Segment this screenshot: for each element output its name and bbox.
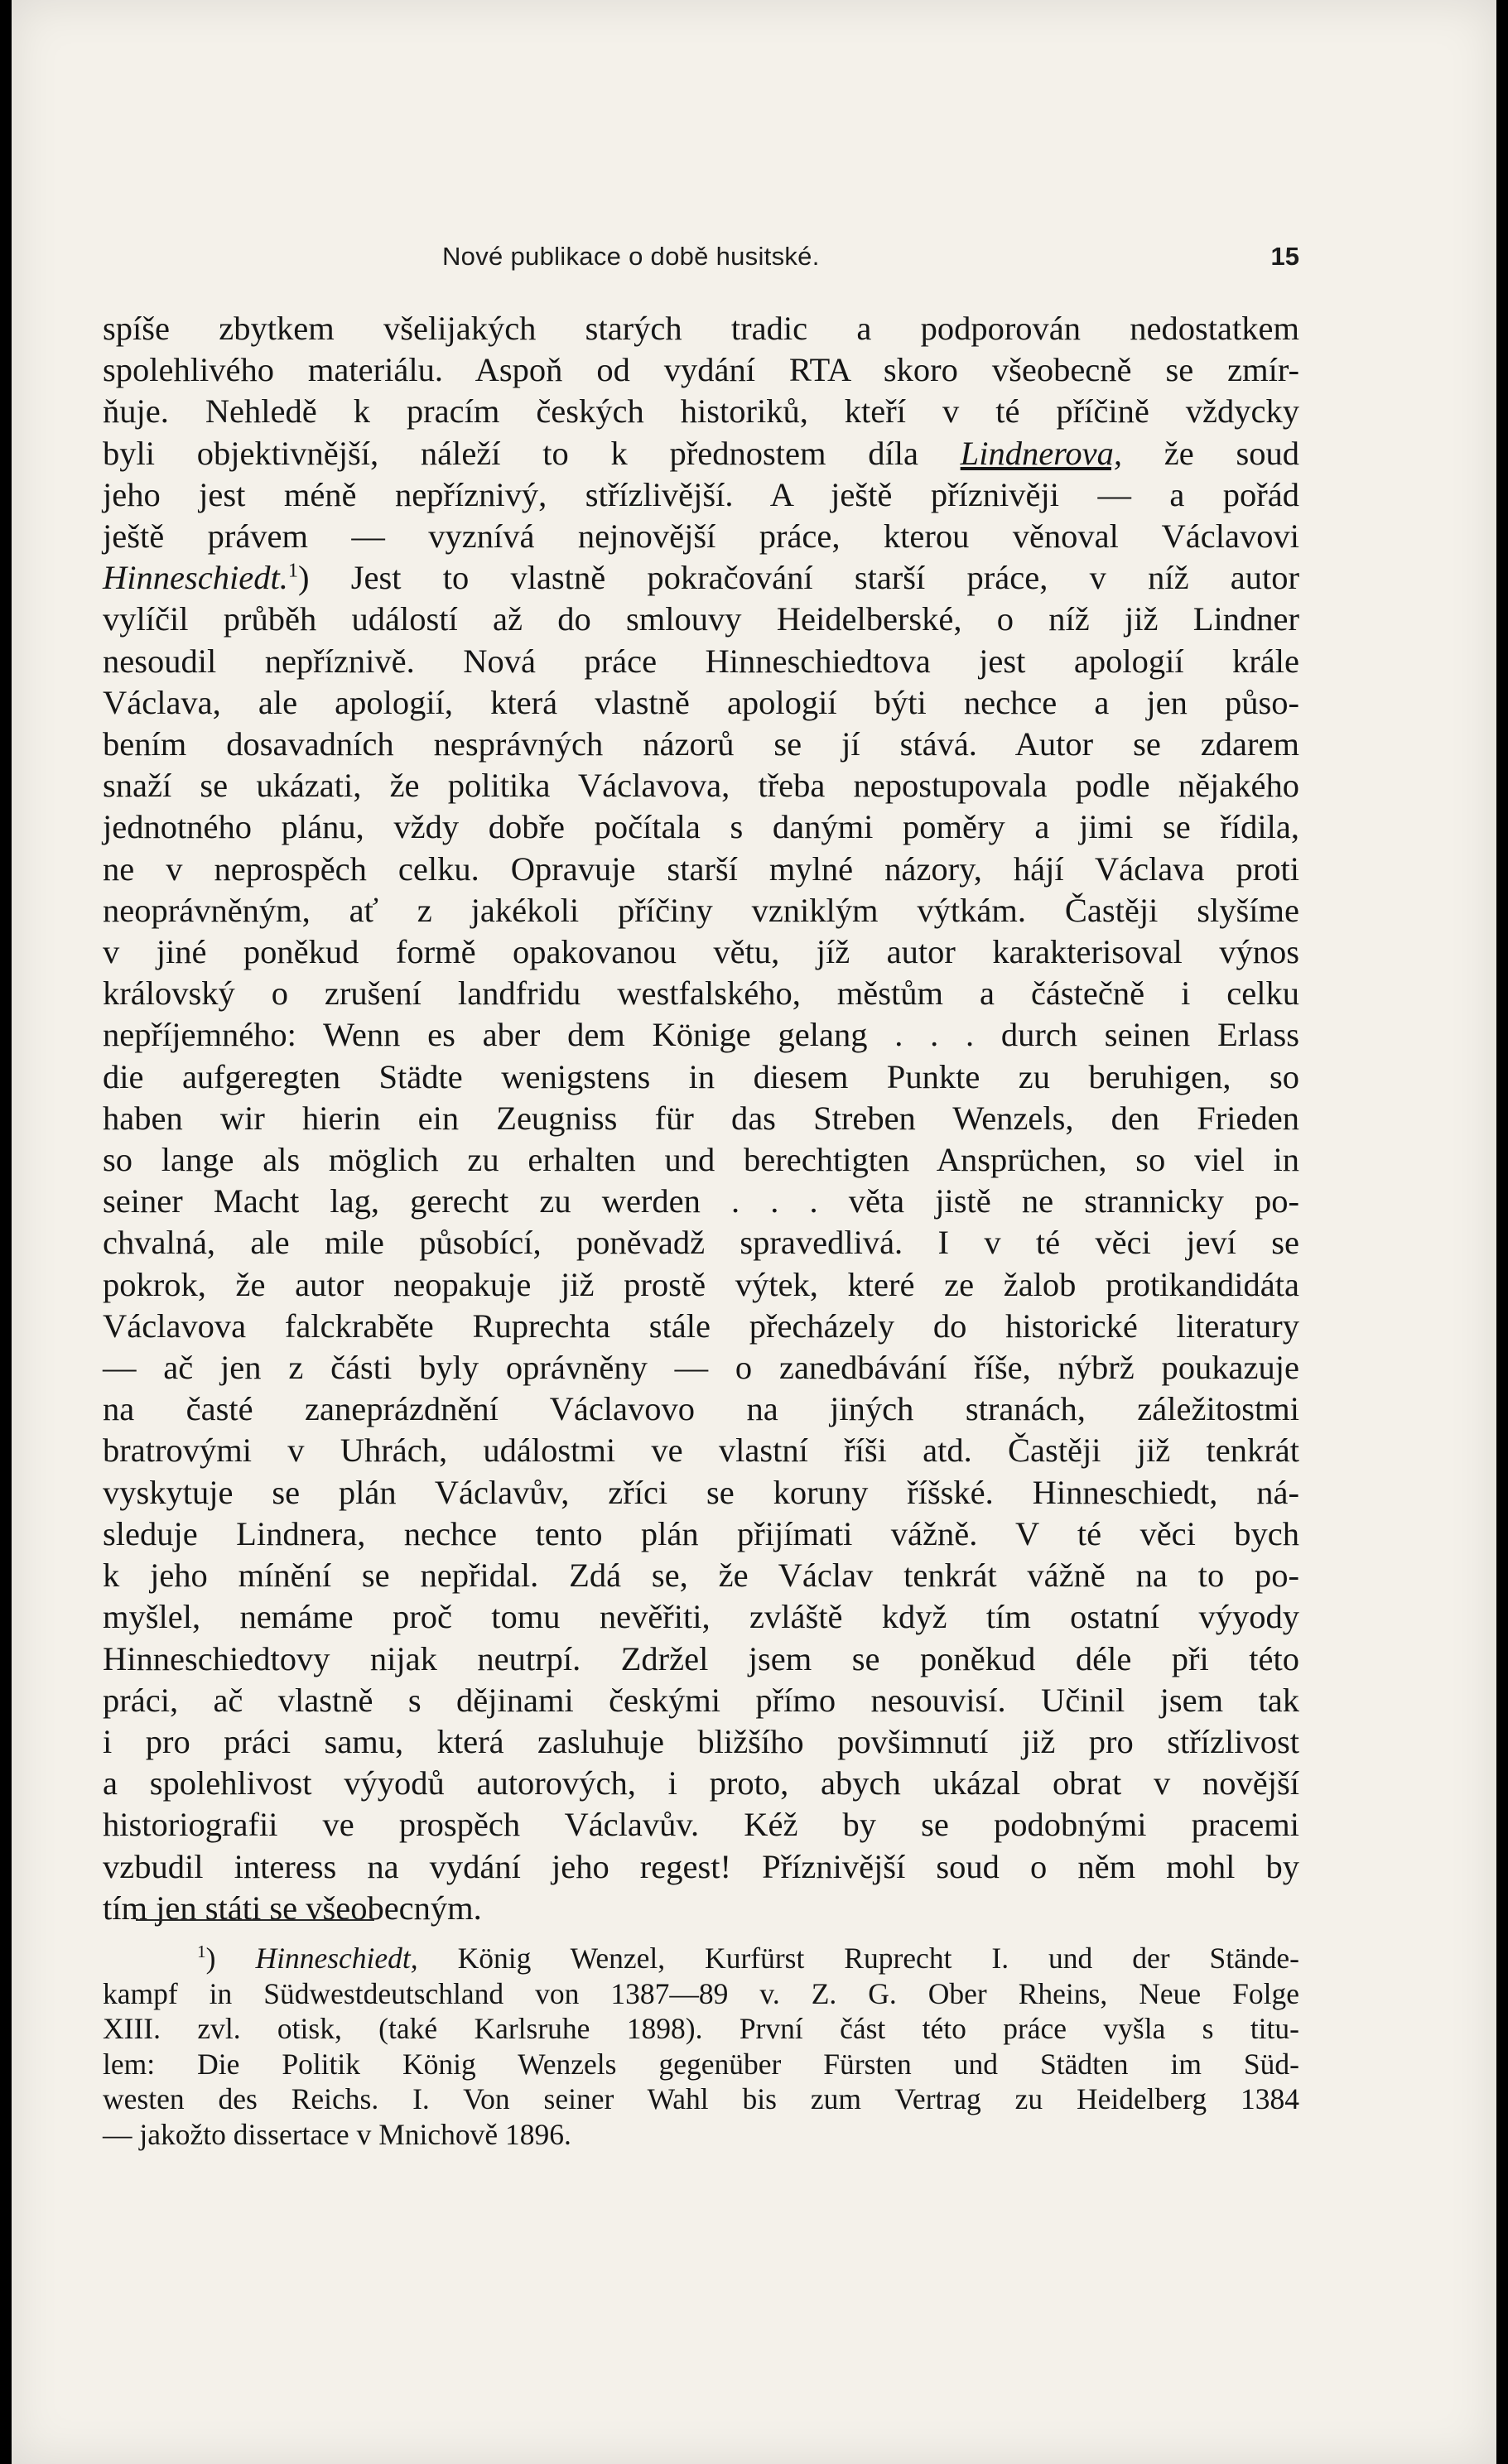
text-line: bratrovými v Uhrách, událostmi ve vlastní říši atd. Častěji již tenkrát <box>103 1432 1299 1470</box>
text-line: — ač jen z části byly oprávněny — o zanedbávání říše, nýbrž poukazuje <box>103 1349 1299 1387</box>
page-header <box>103 242 1299 283</box>
text-line: myšlel, nemáme proč tomu nevěřiti, zvláště když tím ostatní výyody <box>103 1598 1299 1636</box>
text-line: pokrok, že autor neopakuje již prostě výtek, které ze žalob protikandidáta <box>103 1265 1299 1303</box>
author-reference-hinneschiedt: Hinneschiedt. <box>103 559 288 597</box>
text-line: i pro práci samu, která zasluhuje bližšího povšimnutí již pro střízlivost <box>103 1722 1299 1760</box>
footnote <box>103 1941 1299 2152</box>
footnote-reference: 1 <box>287 559 298 582</box>
text-line: Václavova falckraběte Ruprechta stále přecházely do historické literatury <box>103 1307 1299 1345</box>
footnote-line: — jakožto dissertace v Mnichově 1896. <box>103 2117 571 2151</box>
footnote-line: $^1$) Hinneschiedt, König Wenzel, Kurfürst Ruprecht I. und der Stände- <box>197 1942 1300 1975</box>
running-title: Nové publikace o době husitské. <box>442 242 820 271</box>
body-text <box>103 308 1299 1929</box>
text-line: sleduje Lindnera, nechce tento plán přijímati vážně. V té věci bych <box>103 1514 1299 1552</box>
text-line: spíše zbytkem všelijakých starých tradic a podporován nedostatkem <box>103 310 1299 347</box>
footnote-marker: 1 <box>197 1942 206 1962</box>
author-reference-lindner: Lindnerova, <box>960 434 1123 472</box>
text-line: ještě právem — vyznívá nejnovější práce, kterou věnoval Václavovi <box>103 517 1299 556</box>
text-line: vzbudil interess na vydání jeho regest! Příznivější soud o něm mohl by <box>103 1847 1299 1885</box>
text-line: historiografii ve prospěch Václavův. Kéž by se podobnými pracemi <box>103 1806 1299 1844</box>
text-line: v jiné poněkud formě opakovanou větu, jíž autor karakterisoval výnos <box>103 933 1299 971</box>
text-line: chvalná, ale mile působící, poněvadž spravedlivá. I v té věci jeví se <box>103 1224 1299 1262</box>
text-line: bením dosavadních nesprávných názorů se jí stává. Autor se zdarem <box>103 725 1299 763</box>
footnote-line: lem: Die Politik König Wenzels gegenüber Fürsten und Städten im Süd- <box>103 2047 1299 2081</box>
text-segment: ) Jest to vlastně pokračování starší práce, v níž autor <box>297 559 1299 597</box>
text-segment: že soud <box>1122 434 1299 472</box>
text-line: práci, ač vlastně s dějinami českými přímo nesouvisí. Učinil jsem tak <box>103 1681 1299 1719</box>
text-line: neoprávněným, ať z jakékoli příčiny vzniklým výtkám. Častěji slyšíme <box>103 891 1299 929</box>
page-number: 15 <box>1270 242 1299 271</box>
text-line: vylíčil průběh událostí až do smlouvy Heidelberské, o níž již Lindner <box>103 600 1299 638</box>
text-line: jednotného plánu, vždy dobře počítala s danými poměry a jimi se řídila, <box>103 808 1299 846</box>
text-line: haben wir hierin ein Zeugniss für das Streben Wenzels, den Frieden <box>103 1099 1299 1137</box>
text-segment: byli objektivnější, náleží to k přednostem díla <box>103 434 961 472</box>
text-line <box>103 433 1299 474</box>
text-line: die aufgeregten Städte wenigstens in diesem Punkte zu beruhigen, so <box>103 1057 1299 1095</box>
text-line: na časté zaneprázdnění Václavovo na jiných stranách, záležitostmi <box>103 1390 1299 1428</box>
text-line: Václava, ale apologií, která vlastně apologií býti nechce a jen půso- <box>103 683 1299 721</box>
text-segment: König Wenzel, Kurfürst Ruprecht I. und der Stände- <box>417 1942 1300 1975</box>
text-line: jeho jest méně nepříznivý, střízlivější. A ještě příznivěji — a pořád <box>103 475 1299 513</box>
text-line: ňuje. Nehledě k pracím českých historiků, kteří v té příčině vždycky <box>103 392 1299 431</box>
text-line <box>103 557 1299 599</box>
scanned-page <box>12 0 1496 2464</box>
text-line: seiner Macht lag, gerecht zu werden . . . věta jistě ne strannicky po- <box>103 1182 1299 1220</box>
text-line: královský o zrušení landfridu westfalského, městům a částečně i celku <box>103 975 1299 1013</box>
text-line: nesoudil nepříznivě. Nová práce Hinneschiedtova jest apologií krále <box>103 642 1299 680</box>
footnote-author: Hinneschiedt, <box>255 1942 418 1975</box>
text-line: nepříjemného: Wenn es aber dem Könige gelang . . . durch seinen Erlass <box>103 1016 1299 1054</box>
footnote-divider <box>136 1919 374 1921</box>
text-line: a spolehlivost výyodů autorových, i proto, abych ukázal obrat v novější <box>103 1764 1299 1802</box>
footnote-line: kampf in Südwestdeutschland von 1387—89 v. Z. G. Ober Rheins, Neue Folge <box>103 1976 1299 2010</box>
text-line: snaží se ukázati, že politika Václavova, třeba nepostupovala podle nějakého <box>103 767 1299 805</box>
text-line: k jeho mínění se nepřidal. Zdá se, že Václav tenkrát vážně na to po- <box>103 1557 1299 1595</box>
text-line: ne v neprospěch celku. Opravuje starší mylné názory, hájí Václava proti <box>103 849 1299 888</box>
footnote-line: westen des Reichs. I. Von seiner Wahl bis zum Vertrag zu Heidelberg 1384 <box>103 2082 1299 2115</box>
footnote-line: XIII. zvl. otisk, (také Karlsruhe 1898). První část této práce vyšla s titu- <box>103 2012 1299 2045</box>
text-line: spolehlivého materiálu. Aspoň od vydání RTA skoro všeobecně se zmír- <box>103 351 1299 389</box>
text-line: Hinneschiedtovy nijak neutrpí. Zdržel jsem se poněkud déle při této <box>103 1639 1299 1677</box>
text-line: vyskytuje se plán Václavův, zříci se koruny říšské. Hinneschiedt, ná- <box>103 1473 1299 1511</box>
text-line: tím jen státi se všeobecným. <box>103 1889 482 1927</box>
text-line: so lange als möglich zu erhalten und berechtigten Ansprüchen, so viel in <box>103 1141 1299 1179</box>
